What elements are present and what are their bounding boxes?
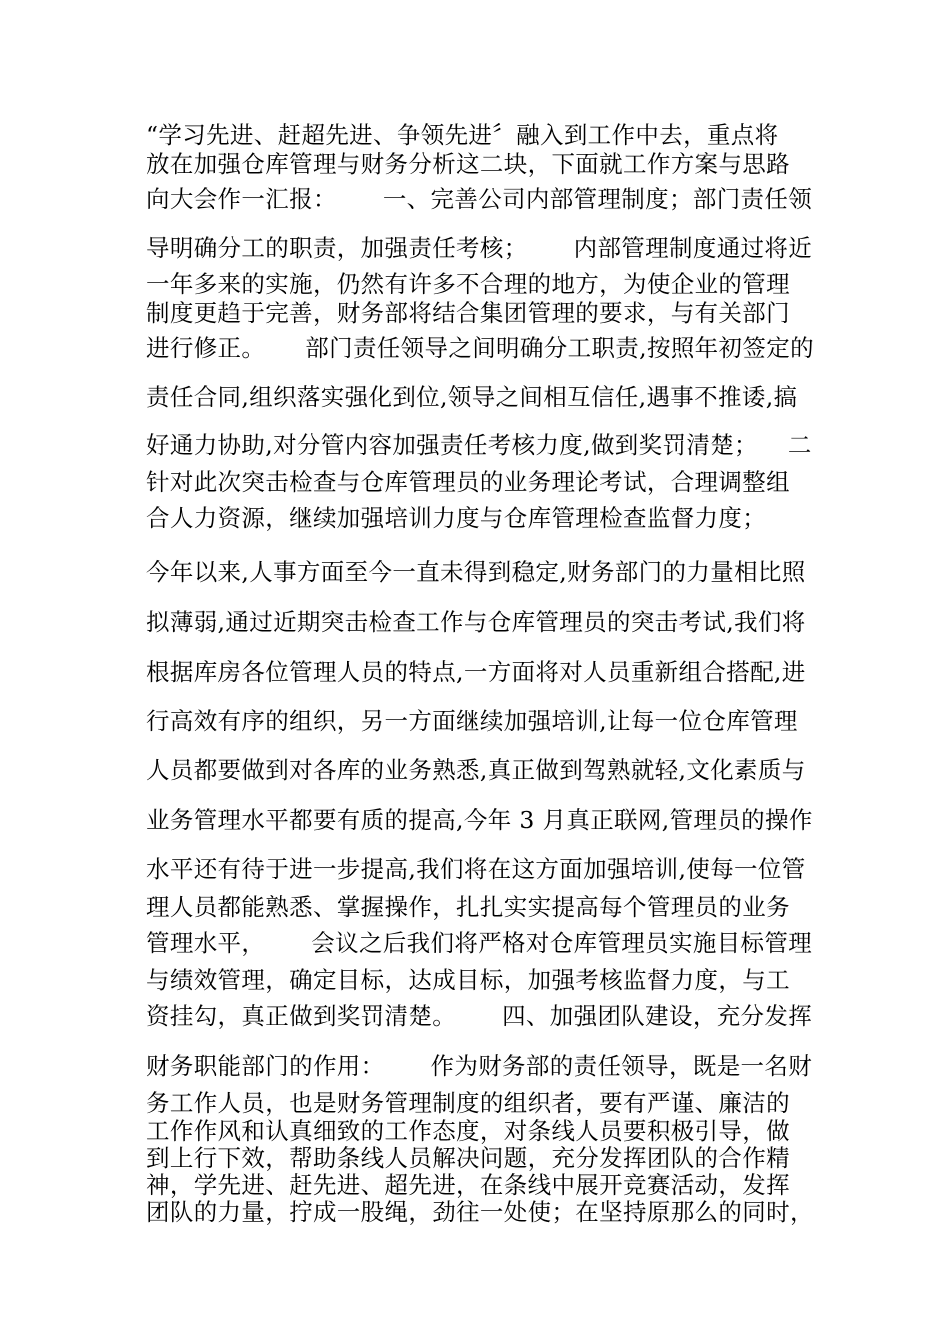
text-segment: 好通力协助,对分管内容加强责任考核力度,做到奖罚清楚； bbox=[146, 431, 758, 459]
text-line bbox=[146, 1002, 812, 1030]
text-segment: 向大会作一汇报： bbox=[146, 185, 337, 213]
text-line: 理人员都能熟悉、掌握操作，扎扎实实提高每个管理员的业务 bbox=[146, 893, 790, 921]
text-line bbox=[146, 234, 812, 262]
text-segment: 会议之后我们将严格对仓库管理员实施目标管理 bbox=[311, 929, 813, 957]
text-segment: 管理水平， bbox=[146, 929, 266, 957]
text-line: 到上行下效，帮助条线人员解决问题，充分发挥团队的合作精 bbox=[146, 1144, 790, 1172]
text-line: 责任合同,组织落实强化到位,领导之间相互信任,遇事不推诿,搞 bbox=[146, 383, 798, 411]
text-line: 合人力资源，继续加强培训力度与仓库管理检查监督力度； bbox=[146, 504, 767, 532]
text-line: “学习先进、赶超先进、争领先进〞融入到工作中去，重点将 bbox=[146, 121, 779, 149]
text-line bbox=[146, 334, 812, 362]
text-segment: 财务职能部门的作用： bbox=[146, 1052, 385, 1080]
text-line: 业务管理水平都要有质的提高,今年 3 月真正联网,管理员的操作 bbox=[146, 806, 813, 834]
text-segment: 四、加强团队建设，充分发挥 bbox=[502, 1002, 813, 1030]
text-line: 根据库房各位管理人员的特点,一方面将对人员重新组合搭配,进 bbox=[146, 658, 806, 686]
text-line: 与绩效管理，确定目标，达成目标，加强考核监督力度，与工 bbox=[146, 966, 790, 994]
text-line: 务工作人员，也是财务管理制度的组织者，要有严谨、廉洁的 bbox=[146, 1089, 790, 1117]
text-line: 今年以来,人事方面至今一直未得到稳定,财务部门的力量相比照 bbox=[146, 558, 806, 586]
text-line: 一年多来的实施，仍然有许多不合理的地方，为使企业的管理 bbox=[146, 270, 790, 298]
text-line: 拟薄弱,通过近期突击检查工作与仓库管理员的突击考试,我们将 bbox=[146, 608, 806, 636]
text-line: 水平还有待于进一步提高,我们将在这方面加强培训,使每一位管 bbox=[146, 855, 806, 883]
text-line: 神，学先进、赶先进、超先进，在条线中展开竞赛活动，发挥 bbox=[146, 1171, 790, 1199]
text-line: 人员都要做到对各库的业务熟悉,真正做到驾熟就轻,文化素质与 bbox=[146, 756, 806, 784]
text-line: 针对此次突击检查与仓库管理员的业务理论考试，合理调整组 bbox=[146, 468, 790, 496]
text-line bbox=[146, 1052, 812, 1080]
text-line bbox=[146, 185, 812, 213]
text-line: 放在加强仓库管理与财务分析这二块，下面就工作方案与思路 bbox=[146, 150, 790, 178]
text-line bbox=[146, 929, 812, 957]
text-line: 制度更趋于完善，财务部将结合集团管理的要求，与有关部门 bbox=[146, 299, 790, 327]
text-segment: 资挂勾，真正做到奖罚清楚。 bbox=[146, 1002, 457, 1030]
text-line: 团队的力量，拧成一股绳，劲往一处使；在坚持原那么的同时， bbox=[146, 1198, 814, 1226]
text-line: 工作作风和认真细致的工作态度，对条线人员要积极引导，做 bbox=[146, 1117, 790, 1145]
text-line: 行高效有序的组织，另一方面继续加强培训,让每一位仓库管理 bbox=[146, 707, 798, 735]
text-segment: 进行修正。 bbox=[146, 334, 266, 362]
text-line bbox=[146, 431, 812, 459]
text-segment: 内部管理制度通过将近 bbox=[573, 234, 813, 262]
text-segment: 作为财务部的责任领导，既是一名财 bbox=[430, 1052, 813, 1080]
text-segment: 二 bbox=[787, 431, 812, 459]
text-segment: 一、完善公司内部管理制度；部门责任领 bbox=[382, 185, 813, 213]
text-segment: 部门责任领导之间明确分工职责,按照年初签定的 bbox=[305, 334, 814, 362]
text-segment: 导明确分工的职责，加强责任考核； bbox=[146, 234, 528, 262]
